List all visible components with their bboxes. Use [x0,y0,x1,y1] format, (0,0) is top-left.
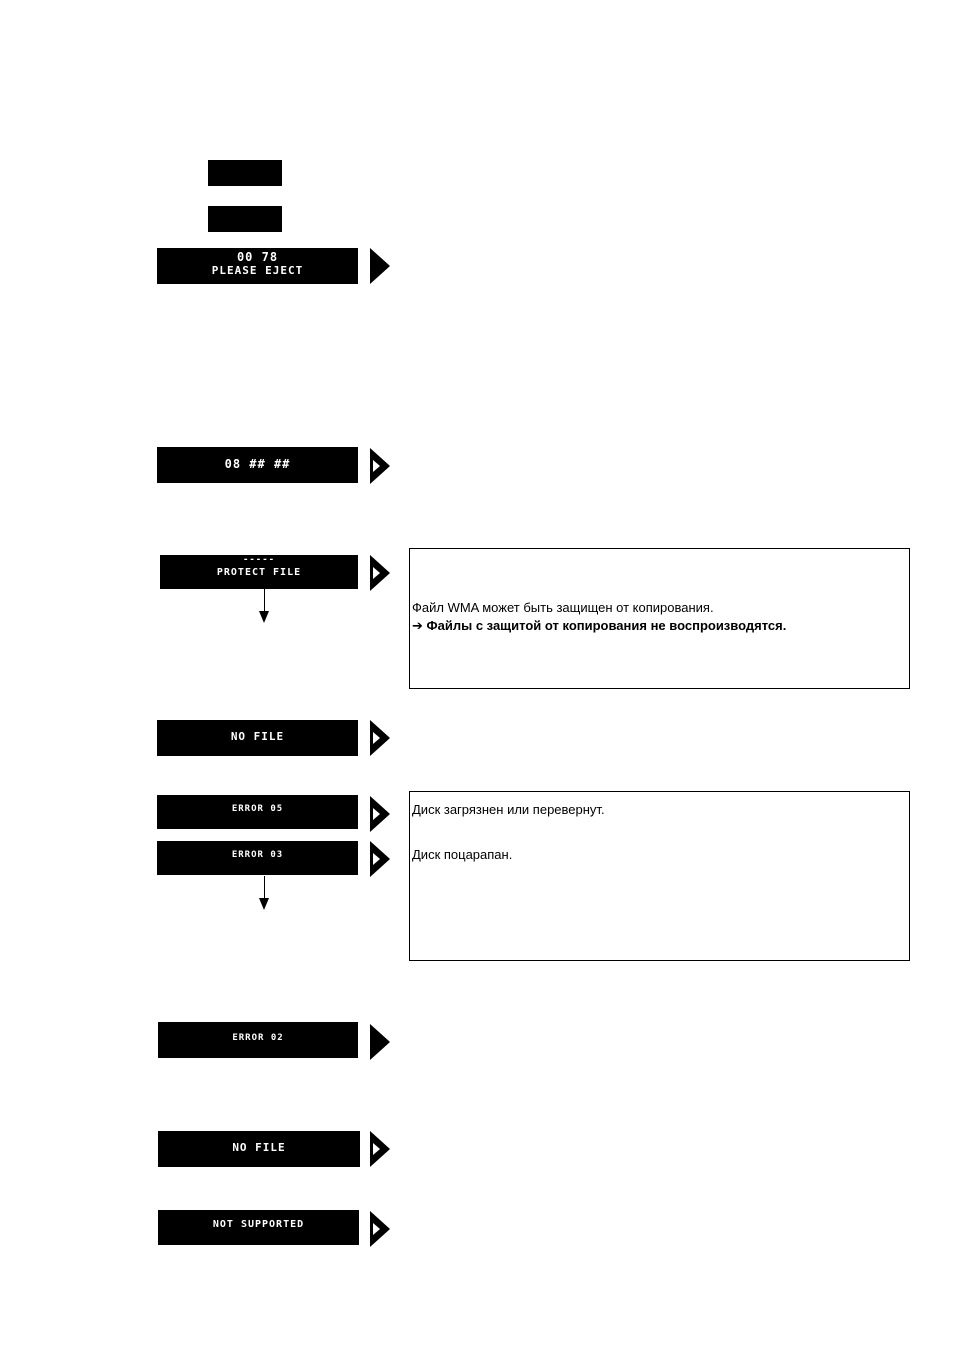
lcd-line-1: NO FILE [232,1141,286,1154]
down-arrow-icon [259,611,269,623]
play-triangle-icon [370,1211,390,1247]
lcd-display-not-supported [158,1210,359,1245]
lcd-line-1: ERROR 02 [232,1033,284,1043]
play-triangle-icon [370,841,390,877]
play-triangle-icon [370,248,390,284]
lcd-line-1: NOT SUPPORTED [212,1219,305,1230]
play-triangle-icon [370,555,390,591]
note-wma-text: Файл WMA может быть защищен от копирования. [412,600,714,615]
lcd-display-error-03 [157,841,358,875]
lcd-line-1: ERROR 03 [231,850,284,860]
down-arrow-line [264,589,265,611]
note-wma-result [412,618,786,634]
black-block-top-1 [208,160,282,186]
play-triangle-icon [370,796,390,832]
note-box-disc [409,791,910,961]
lcd-display-no-file-2 [158,1131,360,1167]
lcd-line-1: 00 78 [236,250,279,264]
lcd-line-1: NO FILE [230,730,285,743]
lcd-line-1: ----- [242,555,276,565]
play-triangle-icon [370,720,390,756]
arrow-right-icon: ➔ [412,618,423,633]
lcd-display-please-eject [157,248,358,284]
lcd-display-error-05 [157,795,358,829]
down-arrow-icon [259,898,269,910]
note-disc-scratched: Диск поцарапан. [412,847,513,862]
lcd-display-no-file [157,720,358,756]
lcd-display-protect-file [160,555,358,589]
lcd-line-2: PROTECT FILE [216,567,302,578]
lcd-display-2 [157,447,358,483]
black-block-top-2 [208,206,282,232]
note-disc-dirty: Диск загрязнен или перевернут. [412,802,605,817]
lcd-line-2: PLEASE EJECT [211,264,304,277]
note-box-wma [409,548,910,689]
down-arrow-line [264,876,265,898]
play-triangle-icon [370,1024,390,1060]
play-triangle-icon [370,448,390,484]
play-triangle-icon [370,1131,390,1167]
note-wma-bold: Файлы с защитой от копирования не воспроизводятся. [426,618,787,633]
lcd-display-error-02 [158,1022,358,1058]
lcd-line-1: 08 ## ## [224,457,291,471]
lcd-line-1: ERROR 05 [231,804,284,814]
